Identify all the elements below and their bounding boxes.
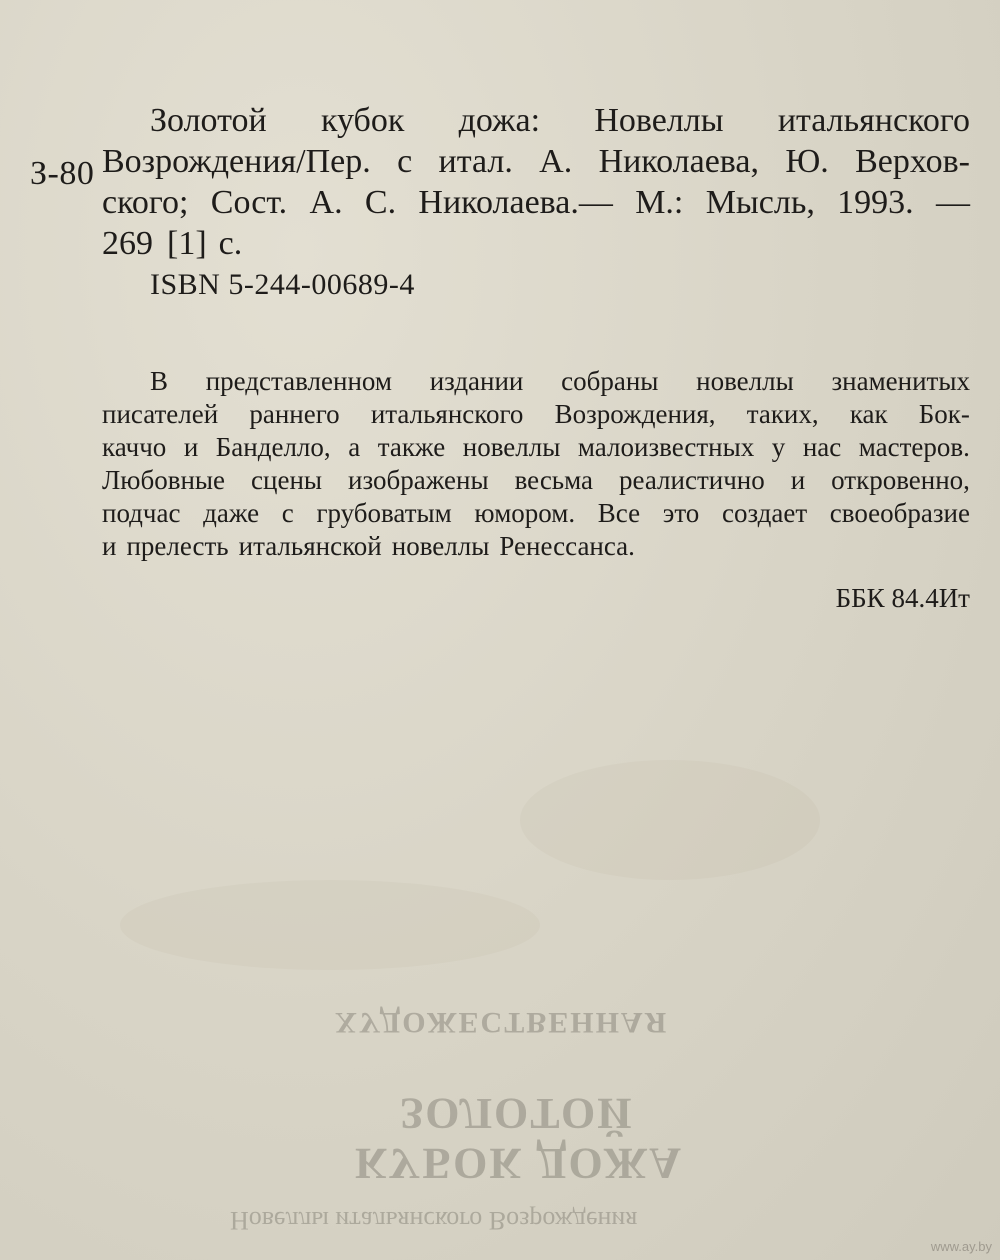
annotation-word: Банделло, xyxy=(215,432,331,462)
annotation-word: писателей xyxy=(102,399,219,429)
annotation-word: это xyxy=(662,498,700,528)
annotation-word: В xyxy=(150,366,169,396)
annotation-word: изображены xyxy=(348,465,489,495)
annotation-word: Ренессанса. xyxy=(499,531,635,561)
biblio-word: Сост. xyxy=(210,184,288,221)
annotation-word: Возрождения, xyxy=(554,399,716,429)
annotation-line xyxy=(102,365,970,398)
biblio-word: Золотой xyxy=(150,102,267,139)
biblio-word: А. xyxy=(309,184,343,221)
annotation-word: раннего xyxy=(249,399,340,429)
biblio-word: Мысль, xyxy=(705,184,815,221)
biblio-word: дожа: xyxy=(458,102,541,139)
annotation-word: Любовные xyxy=(102,465,226,495)
biblio-word: Николаева, xyxy=(598,143,759,180)
biblio-word: итал. xyxy=(438,143,513,180)
annotation-word: также xyxy=(377,432,446,462)
biblio-word: Верхов- xyxy=(855,143,970,180)
annotation-line xyxy=(102,431,970,464)
watermark: www.ay.by xyxy=(930,1239,992,1254)
bibliographic-record xyxy=(102,100,970,264)
biblio-word: С. xyxy=(364,184,397,221)
page-smudge xyxy=(120,880,540,970)
annotation-word: и xyxy=(102,531,117,561)
biblio-word: 1993. xyxy=(837,184,914,221)
annotation-word: представленном xyxy=(205,366,392,396)
page-smudge xyxy=(520,760,820,880)
annotation-word: а xyxy=(348,432,361,462)
biblio-word: — xyxy=(936,184,970,221)
bleed-line-title-1: ЗОЛОТОЙ xyxy=(400,1089,634,1138)
annotation-word: грубоватым xyxy=(316,498,452,528)
annotation-line xyxy=(102,530,970,563)
biblio-word: с. xyxy=(218,225,243,262)
annotation-line xyxy=(102,464,970,497)
annotation-word: и xyxy=(183,432,199,462)
annotation-word: знаменитых xyxy=(831,366,970,396)
biblio-word: Возрождения/Пер. xyxy=(102,143,371,180)
biblio-line xyxy=(102,182,970,223)
biblio-word: с xyxy=(397,143,413,180)
annotation-word: юмором. xyxy=(474,498,576,528)
bleed-line-title-2: КУБОК ДОЖА xyxy=(355,1139,683,1188)
annotation-word: как xyxy=(849,399,888,429)
annotation-paragraph xyxy=(102,365,970,563)
isbn: ISBN 5-244-00689-4 xyxy=(150,268,415,301)
biblio-line xyxy=(102,141,970,182)
annotation-word: подчас xyxy=(102,498,181,528)
annotation-word: итальянского xyxy=(370,399,524,429)
annotation-word: и xyxy=(790,465,806,495)
biblio-word: кубок xyxy=(320,102,405,139)
annotation-word: у xyxy=(771,432,786,462)
biblio-word: Новеллы xyxy=(594,102,724,139)
biblio-word: ского; xyxy=(102,184,189,221)
biblio-word: [1] xyxy=(167,225,207,262)
biblio-word: М.: xyxy=(635,184,684,221)
biblio-word: Ю. xyxy=(785,143,829,180)
annotation-word: создает xyxy=(721,498,808,528)
annotation-word: таких, xyxy=(746,399,819,429)
biblio-line xyxy=(102,223,970,264)
annotation-word: даже xyxy=(203,498,260,528)
annotation-line xyxy=(102,398,970,431)
annotation-word: своеобразие xyxy=(829,498,970,528)
annotation-word: с xyxy=(281,498,294,528)
annotation-word: издании xyxy=(429,366,524,396)
bleed-line-series: ХУДОЖЕСТВЕННАЯ xyxy=(335,1006,669,1039)
annotation-word: весьма xyxy=(514,465,594,495)
annotation-word: нас xyxy=(802,432,842,462)
bbk-classification: ББК 84.4Ит xyxy=(835,583,970,613)
annotation-line xyxy=(102,497,970,530)
biblio-word: Николаева.— xyxy=(418,184,613,221)
catalog-code: З-80 xyxy=(30,155,95,192)
annotation-word: мастеров. xyxy=(858,432,970,462)
biblio-word: итальянского xyxy=(777,102,970,139)
annotation-word: новеллы xyxy=(462,432,561,462)
annotation-word: новеллы xyxy=(696,366,794,396)
annotation-word: прелесть xyxy=(126,531,229,561)
biblio-word: А. xyxy=(539,143,573,180)
biblio-word: 269 xyxy=(102,225,153,262)
annotation-word: малоизвестных xyxy=(577,432,755,462)
bleed-line-subtitle: Новеллы итальянского Возрождения xyxy=(230,1206,638,1235)
biblio-line xyxy=(102,100,970,141)
annotation-word: новеллы xyxy=(391,531,490,561)
annotation-word: Бок- xyxy=(918,399,970,429)
annotation-word: Все xyxy=(597,498,641,528)
annotation-word: откровенно, xyxy=(831,465,970,495)
annotation-word: сцены xyxy=(251,465,323,495)
annotation-word: каччо xyxy=(102,432,167,462)
annotation-word: собраны xyxy=(561,366,659,396)
annotation-word: реалистично xyxy=(619,465,765,495)
annotation-word: итальянской xyxy=(238,531,382,561)
